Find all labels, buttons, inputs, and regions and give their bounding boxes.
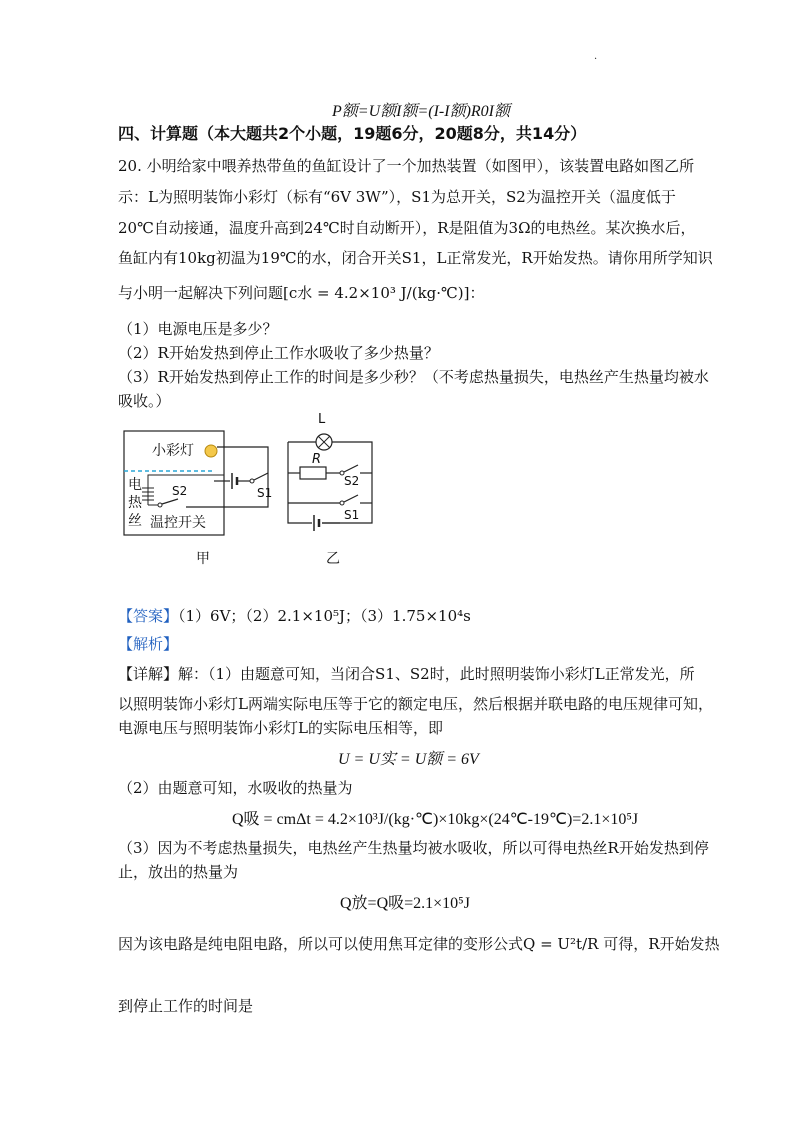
wire-label: 电 [128, 477, 142, 493]
formula-release: Q放=Q吸=2.1×10⁵J [340, 895, 470, 912]
detail-text: 解：（1）由题意可知，当闭合S1、S2时，此时照明装饰小彩灯L正常发光，所 [178, 665, 695, 683]
formula-heat: Q吸 = cmΔt = 4.2×10³J/(kg·℃)×10kg×(24℃-19℃)=2.1×10⁵J [232, 811, 639, 828]
wire [217, 447, 268, 483]
wire-label: 丝 [128, 513, 142, 529]
figure-yi [284, 425, 384, 540]
analysis-tag: 【解析】 [118, 635, 179, 653]
switch-s2-icon [158, 503, 162, 507]
detail-line: 以照明装饰小彩灯L两端实际电压等于它的额定电压，然后根据并联电路的电压规律可知， [118, 695, 713, 713]
lamp-icon [205, 445, 217, 457]
part4-line: 到停止工作的时间是 [118, 997, 254, 1015]
detail-tag: 【详解】 [118, 665, 179, 683]
s1-label: S1 [257, 486, 273, 500]
heating-wire-icon [142, 485, 154, 505]
question-3-cont: 吸收。） [118, 392, 171, 410]
problem-line: 20℃自动接通，温度升高到24℃时自动断开），R是阻值为3Ω的电热丝。某次换水后， [118, 219, 696, 237]
question-2: （2）R开始发热到停止工作水吸收了多少热量？ [118, 344, 439, 362]
header-formula: P额=U额I额=(I-I额)R0I额 [332, 103, 510, 120]
resistor-r-icon [300, 467, 326, 479]
resistor-r-label: R [312, 452, 322, 467]
question-3: （3）R开始发热到停止工作的时间是多少秒？（不考虑热量损失，电热丝产生热量均被水 [118, 368, 709, 386]
part3-line: （3）因为不考虑热量损失，电热丝产生热量均被水吸收，所以可得电热丝R开始发热到停 [118, 839, 709, 857]
lamp-label: 小彩灯 [152, 443, 194, 459]
section-heading: 四、计算题（本大题共2个小题，19题6分，20题8分，共14分） [118, 124, 587, 143]
page-mark: · [594, 54, 598, 65]
s1-label: S1 [344, 508, 360, 522]
switch-label: 温控开关 [150, 515, 206, 531]
part3-line: 止，放出的热量为 [118, 863, 239, 881]
formula-voltage: U = U实 = U额 = 6V [338, 751, 479, 768]
part2-line: （2）由题意可知，水吸收的热量为 [118, 779, 353, 797]
problem-line: 与小明一起解决下列问题[c水 = 4.2×10³ J/(kg·℃)]： [118, 284, 485, 302]
problem-line: 鱼缸内有10kg初温为19℃的水，闭合开关S1，L正常发光，R开始发热。请你用所学知识 [118, 249, 713, 267]
answer-text: （1）6V；（2）2.1×10⁵J；（3）1.75×10⁴s [178, 607, 471, 625]
lamp-l-label: L [318, 412, 326, 427]
part4-line: 因为该电路是纯电阻电路，所以可以使用焦耳定律的变形公式Q = U²t/R 可得，R开始发热 [118, 935, 720, 953]
caption-yi: 乙 [326, 551, 340, 567]
problem-line: 示：L为照明装饰小彩灯（标有“6V 3W”），S1为总开关，S2为温控开关（温度低于 [118, 188, 676, 206]
s2-label: S2 [344, 474, 360, 488]
answer-line [118, 606, 471, 626]
detail-line [118, 664, 695, 684]
detail-line: 电源电压与照明装饰小彩灯L的实际电压相等，即 [118, 719, 443, 737]
wire-label: 热 [128, 495, 142, 511]
problem-line: 20. 小明给家中喂养热带鱼的鱼缸设计了一个加热装置（如图甲），该装置电路如图乙所 [118, 157, 695, 175]
switch-s1-icon [250, 479, 254, 483]
s2-label: S2 [172, 484, 188, 498]
caption-jia: 甲 [196, 551, 210, 567]
answer-tag: 【答案】 [118, 607, 179, 625]
question-1: （1）电源电压是多少？ [118, 320, 278, 338]
switch-s1-icon [340, 501, 344, 505]
